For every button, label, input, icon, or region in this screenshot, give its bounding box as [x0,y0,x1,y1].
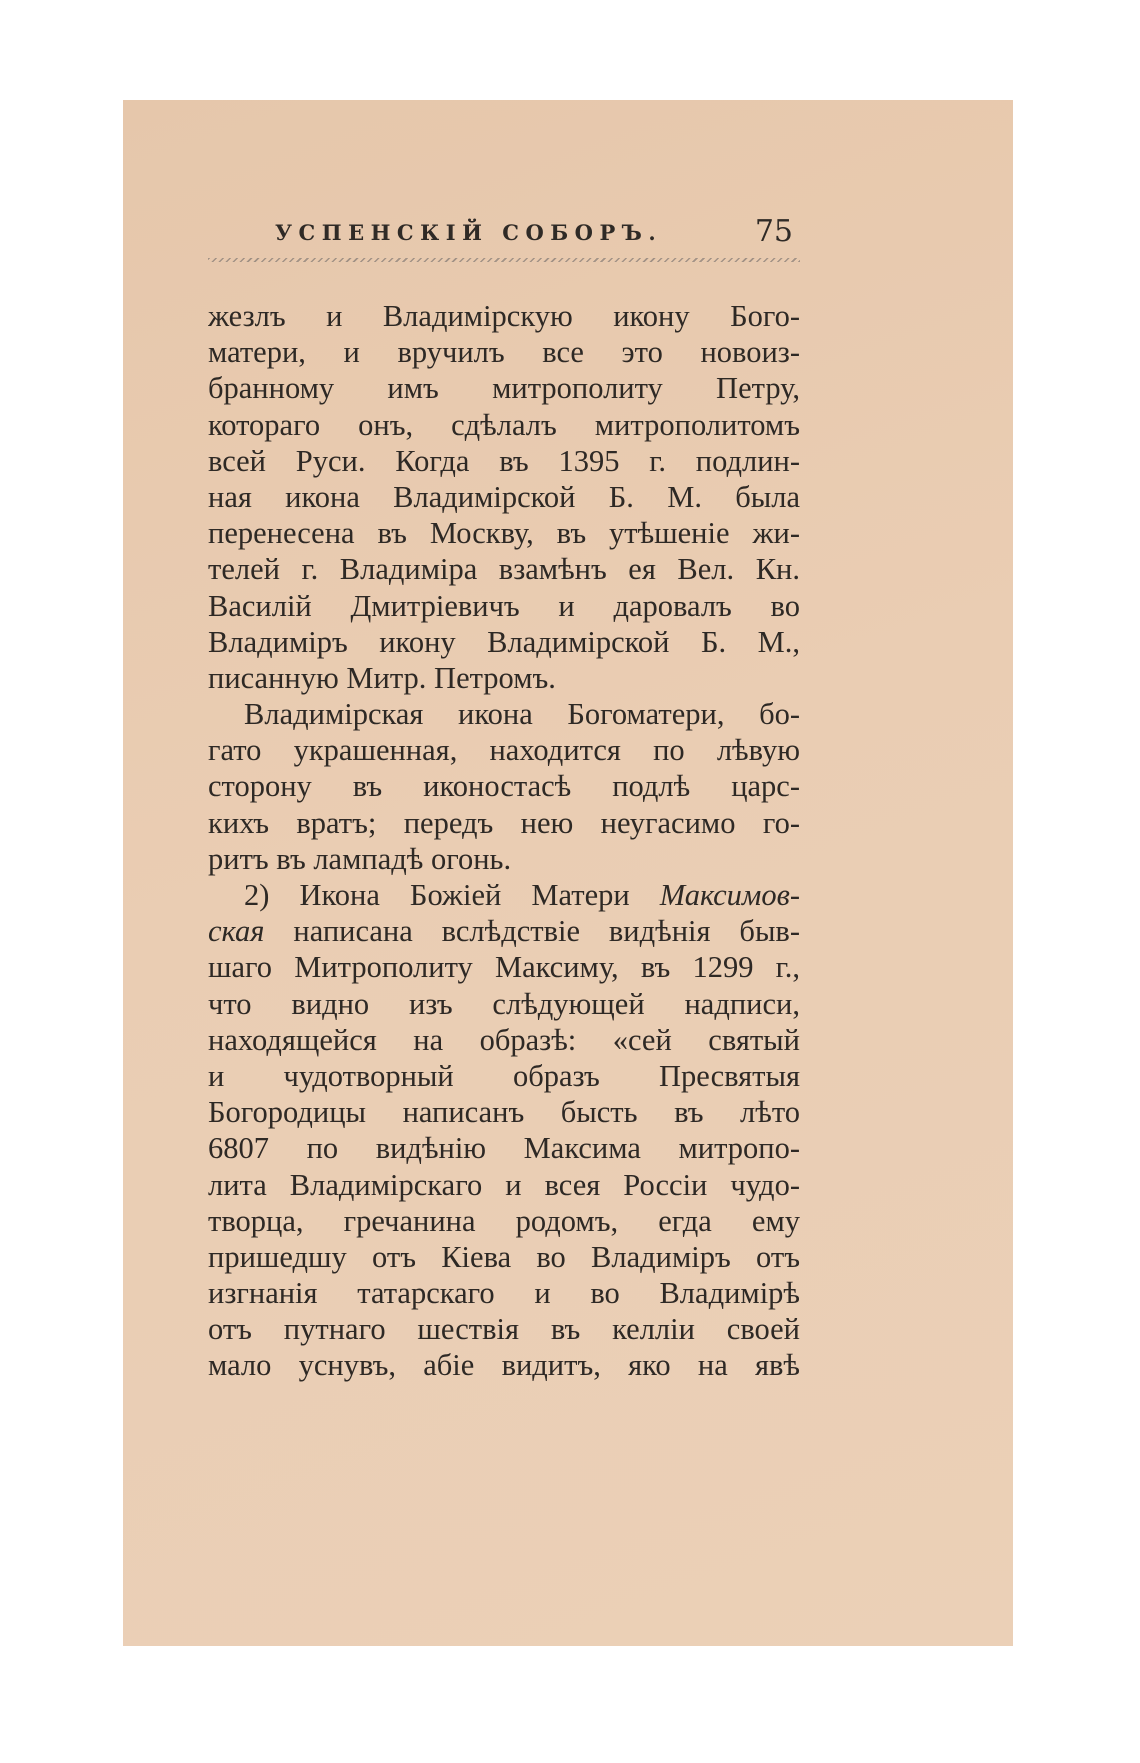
header-rule [208,258,800,262]
text-line: отъ путнаго шествія въ келліи своей [208,1312,800,1347]
text-line: творца, гречанина родомъ, егда ему [208,1203,800,1238]
line-text: 2) Икона Божіей Матери [244,878,660,912]
text-line: писанную Митр. Петромъ. [208,660,556,695]
body-text [208,298,800,1384]
text-line: шаго Митрополиту Максиму, въ 1299 г., [208,950,800,985]
page-number: 75 [754,214,793,249]
text-line: телей г. Владиміра взамѣнъ ея Вел. Кн. [208,552,800,587]
running-head-title: УСПЕНСКІЙ СОБОРЪ. [275,220,663,245]
text-line: всей Руси. Когда въ 1395 г. подлин- [208,443,800,478]
text-line: перенесена въ Москву, въ утѣшеніе жи- [208,516,800,551]
text-line: жезлъ и Владимірскую икону Бого- [208,299,800,333]
text-line: матери, и вручилъ все это новоиз- [208,335,800,370]
text-line: гато украшенная, находится по лѣвую [208,733,800,768]
text-line: находящейся на образѣ: «сей святый [208,1022,800,1057]
italic-title: ская [208,914,265,949]
text-line: Владиміръ икону Владимірской Б. М., [208,624,800,659]
text-line: Владимірская икона Богоматери, бо- [244,697,800,732]
text-line [208,877,800,913]
text-line: пришедшу отъ Кіева во Владиміръ отъ [208,1239,800,1274]
text-line: ная икона Владимірской Б. М. была [208,479,800,514]
text-line: мало уснувъ, абіе видитъ, яко на явѣ [208,1348,800,1383]
text-line: и чудотворный образъ Пресвятыя [208,1058,800,1093]
text-line: что видно изъ слѣдующей надписи, [208,986,800,1021]
text-line: кихъ вратъ; передъ нею неугасимо го- [208,805,800,840]
line-text: написана вслѣдствіе видѣнія быв- [264,914,800,949]
text-line: лита Владимірскаго и всея Россіи чудо- [208,1167,800,1202]
text-line: Василій Дмитріевичъ и даровалъ во [208,588,800,623]
text-line: ритъ въ лампадѣ огонь. [208,841,512,876]
text-line [208,913,800,949]
text-line: бранному имъ митрополиту Петру, [208,371,800,406]
text-line: сторону въ иконостасѣ подлѣ царс- [208,769,800,804]
text-line: котораго онъ, сдѣлалъ митрополитомъ [208,407,800,442]
text-line: 6807 по видѣнію Максима митропо- [208,1131,800,1166]
italic-title: Максимов- [659,878,800,912]
text-line: Богородицы написанъ бысть въ лѣто [208,1095,800,1130]
running-head [155,214,795,262]
text-line: изгнанія татарскаго и во Владимірѣ [208,1276,800,1311]
